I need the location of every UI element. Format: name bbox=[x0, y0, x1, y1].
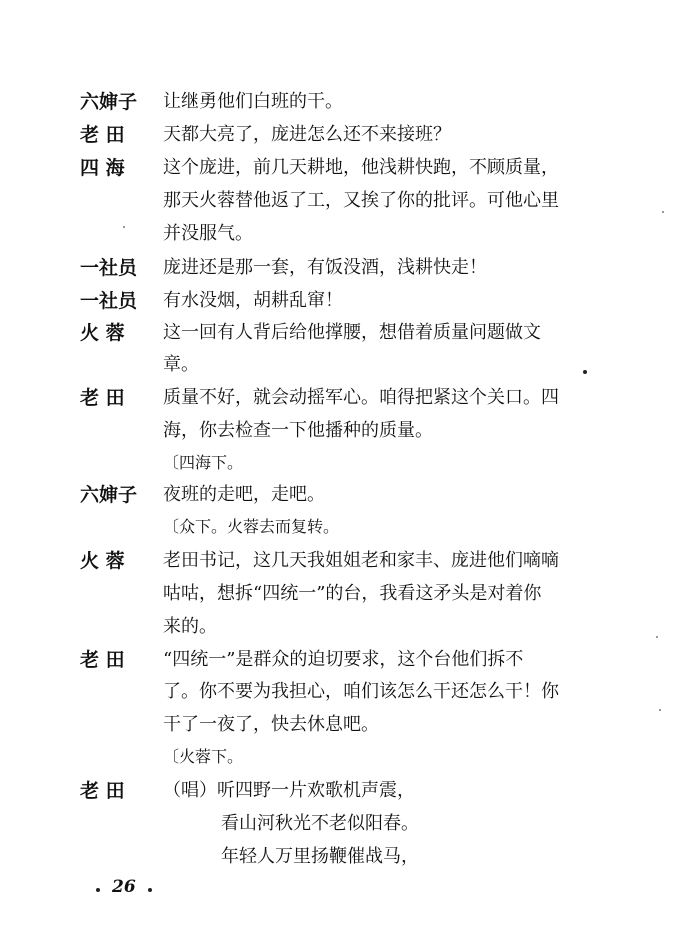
dialogue-line: 并没服气。 bbox=[163, 223, 253, 244]
dialogue-line: 老田书记，这几天我姐姐老和家丰、庞进他们嘀嘀 bbox=[163, 550, 559, 571]
speaker-label: 一社员 bbox=[80, 257, 138, 279]
dialogue-line: 这一回有人背后给他撑腰，想借着质量问题做文 bbox=[163, 322, 541, 343]
dialogue-line: （唱）听四野一片欢歌机声震， bbox=[163, 780, 415, 801]
speaker-label: 火 蓉 bbox=[80, 322, 125, 344]
stage-direction: 〔众下。火蓉去而复转。 bbox=[163, 517, 340, 536]
stage-direction: 〔四海下。 bbox=[163, 453, 244, 472]
dialogue-line: 海，你去检查一下他播种的质量。 bbox=[163, 420, 433, 441]
dialogue-line: 庞进还是那一套，有饭没酒，浅耕快走！ bbox=[163, 257, 487, 278]
dialogue-line: 了。你不要为我担心，咱们该怎么干还怎么干！你 bbox=[163, 681, 559, 702]
scan-speck bbox=[656, 636, 658, 638]
scan-speck bbox=[659, 709, 661, 711]
scan-speck bbox=[583, 370, 587, 374]
speaker-label: 火 蓉 bbox=[80, 550, 125, 572]
dialogue-line: 有水没烟，胡耕乱窜！ bbox=[163, 290, 343, 311]
scan-speck bbox=[662, 211, 664, 213]
speaker-label: 一社员 bbox=[80, 290, 138, 312]
speaker-label: 六婶子 bbox=[80, 484, 138, 506]
speaker-label: 老 田 bbox=[80, 649, 125, 671]
dialogue-line: 让继勇他们白班的干。 bbox=[163, 91, 343, 112]
dialogue-line: 天都大亮了，庞进怎么还不来接班？ bbox=[163, 124, 451, 145]
dialogue-line: “四统一”是群众的迫切要求，这个台他们拆不 bbox=[163, 649, 524, 670]
verse-line: 看山河秋光不老似阳春。 bbox=[221, 813, 419, 834]
speaker-label: 老 田 bbox=[80, 780, 125, 802]
dialogue-line: 来的。 bbox=[163, 616, 217, 637]
page-number: 26 bbox=[112, 877, 136, 897]
page-number-dot bbox=[148, 888, 152, 892]
dialogue-line: 夜班的走吧，走吧。 bbox=[163, 484, 325, 505]
speaker-label: 老 田 bbox=[80, 387, 125, 409]
dialogue-line: 质量不好，就会动摇军心。咱得把紧这个关口。四 bbox=[163, 387, 559, 408]
scan-speck bbox=[123, 226, 125, 228]
speaker-label: 四 海 bbox=[80, 157, 125, 179]
speaker-label: 老 田 bbox=[80, 124, 125, 146]
dialogue-line: 这个庞进，前几天耕地，他浅耕快跑，不顾质量， bbox=[163, 157, 559, 178]
page-number-dot bbox=[96, 888, 100, 892]
dialogue-line: 干了一夜了，快去休息吧。 bbox=[163, 714, 379, 735]
dialogue-line: 章。 bbox=[163, 354, 199, 375]
stage-direction: 〔火蓉下。 bbox=[163, 747, 244, 766]
dialogue-line: 那天火蓉替他返了工，又挨了你的批评。可他心里 bbox=[163, 190, 559, 211]
dialogue-line: 咕咕，想拆“四统一”的台，我看这矛头是对着你 bbox=[163, 583, 542, 604]
verse-line: 年轻人万里扬鞭催战马， bbox=[221, 846, 419, 867]
speaker-label: 六婶子 bbox=[80, 91, 138, 113]
